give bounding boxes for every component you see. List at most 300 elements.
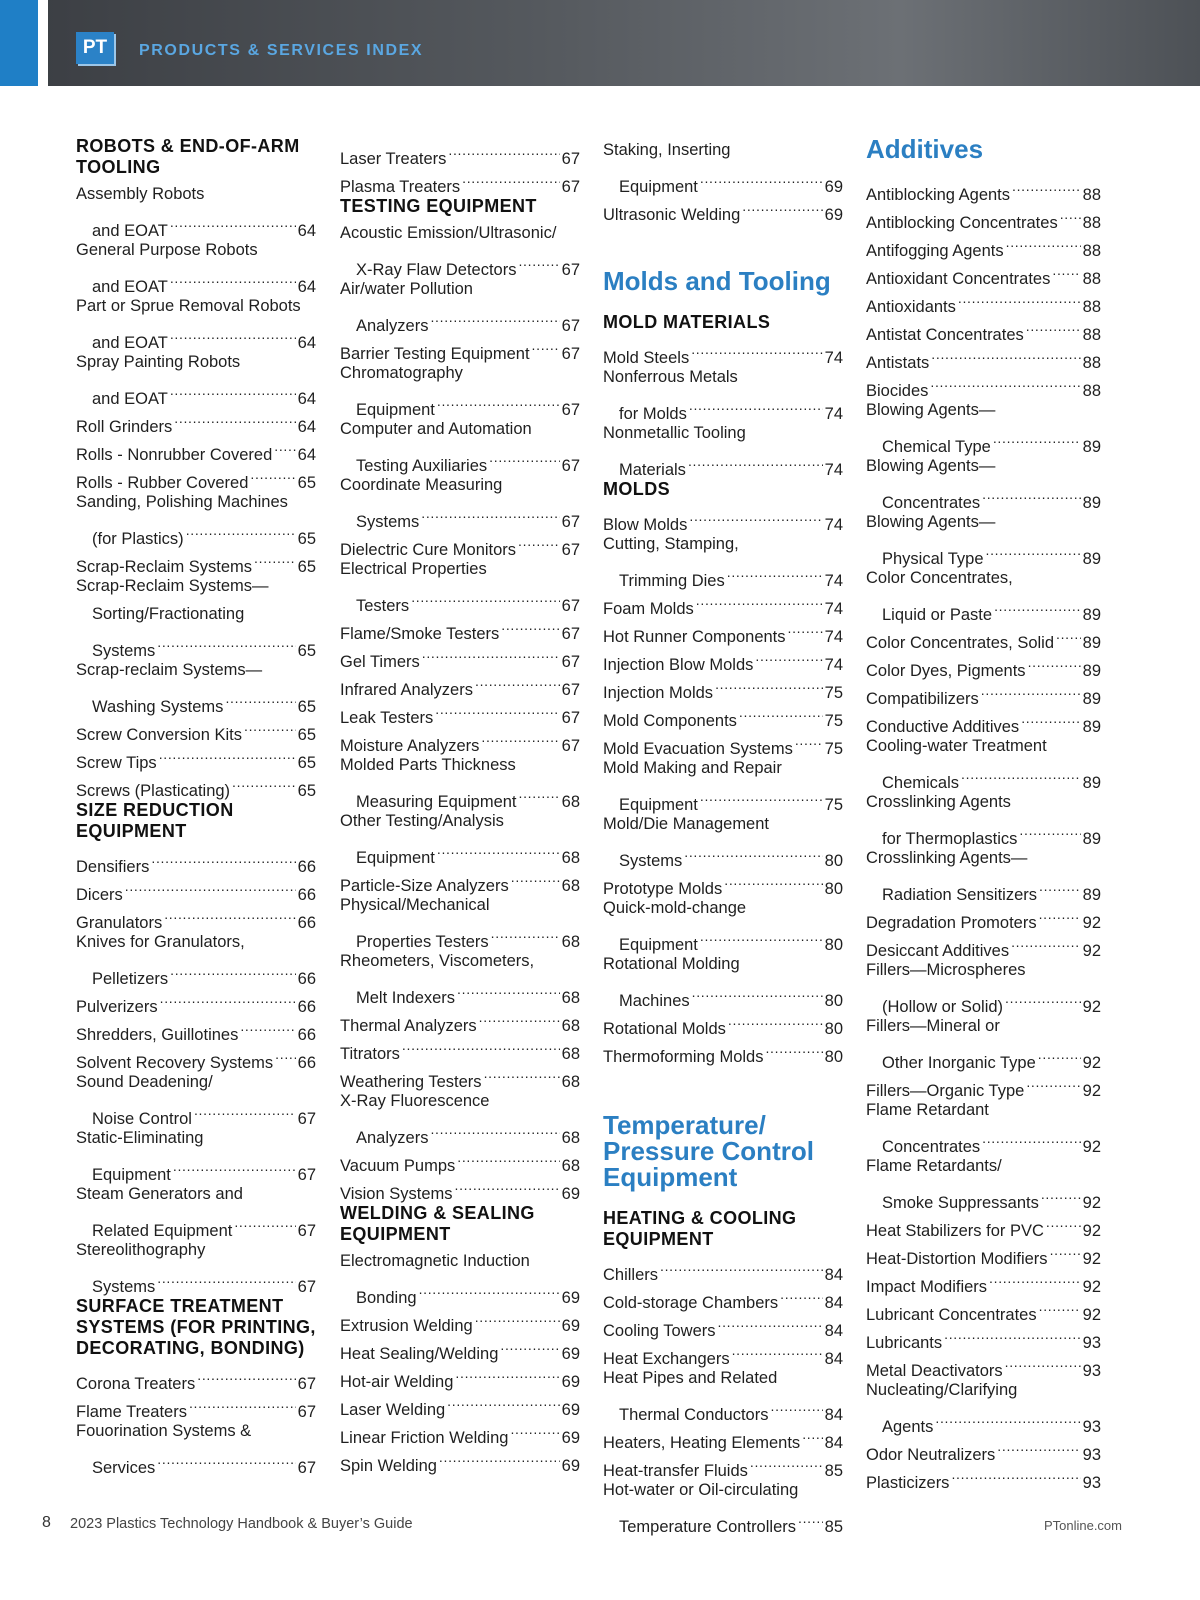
dot-leader	[786, 614, 823, 642]
page-number: 66	[297, 858, 316, 876]
entry-label: Bonding	[356, 1289, 417, 1307]
index-entry[interactable]	[76, 1236, 316, 1296]
entry-label: Fouorination Systems &	[76, 1422, 252, 1440]
dot-leader	[437, 1443, 560, 1471]
index-entry[interactable]	[76, 1417, 316, 1477]
entry-label: Quick-mold-change	[603, 899, 747, 917]
page-number: 89	[1082, 550, 1101, 568]
dot-leader	[155, 628, 295, 656]
dot-leader	[187, 1389, 296, 1417]
page-number: 67	[561, 653, 580, 671]
entry-label: Mold Steels	[603, 349, 690, 367]
dot-leader	[726, 1006, 823, 1034]
index-entry[interactable]	[76, 488, 316, 548]
dot-leader	[530, 331, 560, 359]
entry-line	[866, 564, 1101, 592]
index-entry[interactable]	[76, 656, 316, 716]
index-entry[interactable]	[76, 236, 316, 296]
index-entry[interactable]	[76, 928, 316, 988]
dot-leader	[800, 1420, 822, 1448]
entry-label: Shredders, Guillotines	[76, 1026, 239, 1044]
entry-label: Vacuum Pumps	[340, 1157, 456, 1175]
page-number: 67	[561, 317, 580, 335]
index-entry[interactable]	[603, 1364, 843, 1424]
dot-leader	[949, 1460, 1080, 1488]
dot-leader	[942, 1320, 1081, 1348]
entry-line	[603, 164, 843, 196]
entry-label: Trimming Dies	[619, 572, 725, 590]
entry-label: Gel Timers	[340, 653, 420, 671]
entry-label: Nonferrous Metals	[603, 368, 738, 386]
index-entry[interactable]	[866, 844, 1101, 904]
index-entry[interactable]	[603, 1476, 843, 1536]
page-number: 64	[297, 334, 316, 352]
entry-line	[340, 1115, 580, 1147]
page-number: 69	[561, 1373, 580, 1391]
dot-leader	[928, 368, 1080, 396]
entry-label: Hot Runner Components	[603, 628, 786, 646]
entry-label: Flame/Smoke Testers	[340, 625, 500, 643]
index-entry[interactable]	[340, 1087, 580, 1147]
index-entry[interactable]	[603, 754, 843, 814]
entry-label: X-Ray Fluorescence	[340, 1092, 490, 1110]
dot-leader	[516, 527, 560, 555]
index-entry[interactable]	[603, 136, 843, 196]
entry-label: Ultrasonic Welding	[603, 206, 741, 224]
index-entry[interactable]	[866, 956, 1101, 1016]
index-entry[interactable]	[340, 947, 580, 1007]
entry-label: Linear Friction Welding	[340, 1429, 509, 1447]
entry-label: Concentrates	[882, 1138, 981, 1156]
entry-label: Rotational Molding	[603, 955, 740, 973]
section-heading: ROBOTS & END-OF-ARM TOOLING	[76, 136, 300, 177]
page-number: 92	[1082, 1278, 1101, 1296]
index-entry[interactable]	[866, 1376, 1101, 1436]
page-number: 64	[297, 446, 316, 464]
entry-line	[603, 530, 843, 558]
entry-label: Barrier Testing Equipment	[340, 345, 530, 363]
dot-leader	[508, 1415, 559, 1443]
entry-label: Antistats	[866, 354, 930, 372]
entry-label: Pulverizers	[76, 998, 158, 1016]
dot-leader	[155, 1264, 295, 1292]
index-entry[interactable]	[866, 1096, 1101, 1156]
page-number: 80	[824, 936, 843, 954]
dot-leader	[248, 460, 295, 488]
page-number: 92	[1082, 914, 1101, 932]
entry-label: Smoke Suppressants	[882, 1194, 1039, 1212]
entry-label: Steam Generators and	[76, 1185, 243, 1203]
entry-line	[340, 471, 580, 499]
page-number: 67	[297, 1403, 316, 1421]
page-number: 67	[297, 1459, 316, 1477]
entry-line	[866, 1376, 1101, 1404]
dot-leader	[689, 335, 822, 363]
section-heading: SIZE REDUCTION EQUIPMENT	[76, 800, 234, 841]
index-entry[interactable]	[76, 1068, 316, 1128]
dot-leader	[273, 1040, 295, 1068]
entry-label: Plasma Treaters	[340, 178, 461, 196]
dot-leader	[698, 922, 823, 950]
entry-line	[76, 684, 316, 716]
page-number: 92	[1082, 1306, 1101, 1324]
entry-line	[866, 452, 1101, 480]
entry-label: (for Plastics)	[92, 530, 184, 548]
dot-leader	[489, 919, 560, 947]
index-entry[interactable]	[866, 172, 1101, 204]
dot-leader	[1010, 172, 1081, 200]
entry-label: Thermoforming Molds	[603, 1048, 764, 1066]
entry-line	[340, 303, 580, 335]
entry-line	[340, 555, 580, 583]
page-number: 88	[1082, 270, 1101, 288]
page-number: 80	[824, 1020, 843, 1038]
footer-book-title: 2023 Plastics Technology Handbook & Buyer’s Guide	[70, 1516, 413, 1532]
header-divider	[38, 0, 48, 86]
index-entry[interactable]	[603, 810, 843, 870]
page-number: 74	[824, 628, 843, 646]
dot-leader	[252, 544, 296, 572]
entry-line	[866, 592, 1101, 624]
entry-label: Cold-storage Chambers	[603, 1294, 779, 1312]
entry-label: Temperature Controllers	[619, 1518, 796, 1536]
entry-label: Thermal Analyzers	[340, 1017, 477, 1035]
page-number: 66	[297, 1026, 316, 1044]
page-number: 65	[297, 698, 316, 716]
page-number: 69	[561, 1185, 580, 1203]
index-entry[interactable]	[340, 555, 580, 615]
index-entry[interactable]	[866, 452, 1101, 512]
entry-line	[76, 844, 316, 876]
entry-line	[866, 1124, 1101, 1156]
entry-label: Blow Molds	[603, 516, 688, 534]
page-number: 65	[297, 754, 316, 772]
entry-label: for Molds	[619, 405, 687, 423]
entry-line	[340, 751, 580, 779]
dot-leader	[230, 768, 296, 796]
dot-leader	[482, 1059, 560, 1087]
page-number: 67	[561, 681, 580, 699]
entry-label: Hot-air Welding	[340, 1373, 454, 1391]
section-heading: WELDING & SEALING EQUIPMENT	[340, 1203, 535, 1244]
index-entry[interactable]	[340, 471, 580, 531]
entry-line	[866, 424, 1101, 456]
entry-label: Equipment	[619, 178, 698, 196]
index-entry[interactable]	[340, 891, 580, 951]
page-number: 92	[1082, 1194, 1101, 1212]
entry-label: Impact Modifiers	[866, 1278, 988, 1296]
dot-leader	[980, 480, 1081, 508]
index-entry[interactable]	[866, 564, 1101, 624]
dot-leader	[168, 264, 296, 292]
entry-label: Cutting, Stamping,	[603, 535, 739, 553]
index-entry[interactable]	[603, 335, 843, 367]
index-entry[interactable]	[866, 732, 1101, 792]
index-entry[interactable]	[76, 844, 316, 876]
page-number: 84	[824, 1266, 843, 1284]
index-entry[interactable]	[76, 348, 316, 408]
dot-leader	[238, 1012, 295, 1040]
entry-label: Noise Control	[92, 1110, 192, 1128]
index-entry[interactable]	[340, 359, 580, 419]
dot-leader	[725, 558, 823, 586]
dot-leader	[172, 404, 295, 432]
entry-line	[866, 1404, 1101, 1436]
entry-label: Biocides	[866, 382, 929, 400]
entry-line	[603, 558, 843, 590]
page-number: 74	[824, 656, 843, 674]
page-number: 89	[1082, 886, 1101, 904]
page-number: 89	[1082, 634, 1101, 652]
entry-line	[76, 1417, 316, 1445]
index-entry[interactable]	[76, 572, 316, 660]
page-number: 68	[561, 989, 580, 1007]
page-number: 93	[1082, 1474, 1101, 1492]
page-number: 65	[297, 726, 316, 744]
dot-leader	[753, 642, 822, 670]
page-number: 89	[1082, 830, 1101, 848]
dot-leader	[168, 320, 296, 348]
dot-leader	[232, 1208, 295, 1236]
dot-leader	[453, 1171, 560, 1199]
entry-line	[603, 447, 843, 479]
dot-leader	[698, 782, 823, 810]
dot-leader	[690, 978, 823, 1006]
dot-leader	[428, 1115, 559, 1143]
dot-leader	[778, 1280, 822, 1308]
entry-label: Part or Sprue Removal Robots	[76, 297, 301, 315]
page-number: 93	[1082, 1334, 1101, 1352]
category-heading: Molds and Tooling	[603, 266, 831, 296]
entry-label: Spray Painting Robots	[76, 353, 241, 371]
page-number: 85	[824, 1518, 843, 1536]
index-entry[interactable]	[866, 1152, 1101, 1212]
entry-line	[340, 947, 580, 975]
entry-line	[76, 320, 316, 352]
section-heading: MOLDS	[603, 479, 670, 499]
dot-leader	[730, 1336, 823, 1364]
entry-line	[603, 810, 843, 838]
entry-line	[340, 1087, 580, 1115]
index-entry[interactable]	[866, 508, 1101, 568]
dot-leader	[184, 516, 296, 544]
page-number: 92	[1082, 1054, 1101, 1072]
index-entry[interactable]	[866, 396, 1101, 456]
entry-line	[866, 872, 1101, 904]
dot-leader	[479, 723, 559, 751]
index-entry[interactable]	[603, 530, 843, 590]
index-entry[interactable]	[340, 751, 580, 811]
entry-label: Coordinate Measuring	[340, 476, 503, 494]
page-number: 93	[1082, 1418, 1101, 1436]
entry-label: Densifiers	[76, 858, 150, 876]
dot-leader	[455, 1143, 559, 1171]
index-entry[interactable]	[76, 180, 316, 240]
page-number: 66	[297, 998, 316, 1016]
entry-label: General Purpose Robots	[76, 241, 258, 259]
page-number: 67	[561, 597, 580, 615]
index-entry[interactable]	[340, 219, 580, 279]
dot-leader	[1019, 704, 1080, 732]
page-number: 68	[561, 793, 580, 811]
entry-line	[76, 600, 316, 628]
index-entry[interactable]	[866, 1012, 1101, 1072]
entry-label: Crosslinking Agents—	[866, 849, 1028, 867]
page-number: 93	[1082, 1446, 1101, 1464]
entry-label: Conductive Additives	[866, 718, 1020, 736]
dot-leader	[768, 1392, 822, 1420]
index-entry[interactable]	[340, 136, 580, 168]
index-entry[interactable]	[866, 788, 1101, 848]
entry-label: (Hollow or Solid)	[882, 998, 1004, 1016]
entry-label: Mold Evacuation Systems	[603, 740, 793, 758]
dot-leader	[1026, 648, 1081, 676]
dot-leader	[487, 443, 559, 471]
header-accent-strip	[0, 0, 38, 86]
index-entry[interactable]	[340, 275, 580, 335]
page-number: 88	[1082, 242, 1101, 260]
entry-label: Antifogging Agents	[866, 242, 1004, 260]
dot-leader	[400, 1031, 560, 1059]
entry-line	[76, 208, 316, 240]
page-number: 89	[1082, 494, 1101, 512]
entry-line	[603, 782, 843, 814]
entry-line	[866, 172, 1101, 204]
dot-leader	[1017, 816, 1080, 844]
dot-leader	[980, 1124, 1081, 1152]
entry-label: Knives for Granulators,	[76, 933, 245, 951]
dot-leader	[658, 1252, 823, 1280]
dot-leader	[1024, 1068, 1080, 1096]
index-entry[interactable]	[603, 1252, 843, 1284]
index-entry[interactable]	[340, 415, 580, 475]
entry-line	[866, 536, 1101, 568]
entry-line	[340, 359, 580, 387]
page-number: 68	[561, 1157, 580, 1175]
entry-label: Equipment	[619, 796, 698, 814]
page-number: 69	[561, 1345, 580, 1363]
page-number: 89	[1082, 662, 1101, 680]
page-number: 67	[297, 1278, 316, 1296]
page-number: 67	[561, 178, 580, 196]
entry-line	[603, 502, 843, 534]
entry-line	[76, 656, 316, 684]
entry-label: Scrap-reclaim Systems—	[76, 661, 263, 679]
index-entry[interactable]	[603, 894, 843, 954]
entry-label: Foam Molds	[603, 600, 694, 618]
entry-label: Rotational Molds	[603, 1020, 726, 1038]
dot-leader	[473, 1303, 560, 1331]
entry-line	[76, 1124, 316, 1152]
entry-label: Molded Parts Thickness	[340, 756, 516, 774]
page-number: 69	[561, 1289, 580, 1307]
index-entry[interactable]	[76, 292, 316, 352]
page-number: 68	[561, 1129, 580, 1147]
dot-leader	[1037, 1292, 1081, 1320]
entry-line	[866, 844, 1101, 872]
entry-label: Equipment	[619, 936, 698, 954]
page-number: 67	[561, 401, 580, 419]
dot-leader	[1039, 1180, 1081, 1208]
dot-leader	[162, 900, 295, 928]
entry-label: Heaters, Heating Elements	[603, 1434, 801, 1452]
entry-label: Liquid or Paste	[882, 606, 993, 624]
entry-line	[866, 956, 1101, 984]
entry-label: Scrap-Reclaim Systems—	[76, 577, 269, 595]
entry-line	[76, 264, 316, 296]
dot-leader	[763, 1034, 822, 1062]
entry-line	[340, 583, 580, 615]
entry-label: Static-Eliminating	[76, 1129, 204, 1147]
category-heading: Temperature/ Pressure Control Equipment	[603, 1110, 814, 1192]
entry-label: Washing Systems	[92, 698, 224, 716]
index-entry[interactable]	[76, 1124, 316, 1184]
dot-leader	[722, 866, 822, 894]
dot-leader	[498, 1331, 559, 1359]
entry-line	[76, 1361, 316, 1393]
dot-leader	[453, 1359, 559, 1387]
entry-label: Testing Auxiliaries	[356, 457, 488, 475]
dot-leader	[455, 975, 560, 1003]
entry-label: Scrap-Reclaim Systems	[76, 558, 253, 576]
page-number: 92	[1082, 1082, 1101, 1100]
entry-line	[76, 1180, 316, 1208]
dot-leader	[446, 136, 559, 164]
dot-leader	[796, 1504, 823, 1532]
index-entry[interactable]	[603, 363, 843, 423]
entry-label: Roll Grinders	[76, 418, 173, 436]
index-entry[interactable]	[603, 950, 843, 1010]
index-entry[interactable]	[340, 1247, 580, 1307]
page-number: 92	[1082, 942, 1101, 960]
footer-website-link[interactable]: PTonline.com	[1043, 1518, 1122, 1533]
page-number: 67	[561, 709, 580, 727]
page-number: 84	[824, 1406, 843, 1424]
page-number: 74	[824, 349, 843, 367]
index-entry[interactable]	[76, 1180, 316, 1240]
entry-label: Antioxidant Concentrates	[866, 270, 1051, 288]
dot-leader	[1036, 1040, 1081, 1068]
entry-line	[603, 1392, 843, 1424]
entry-label: Fillers—Mineral or	[866, 1017, 1000, 1035]
entry-line	[340, 891, 580, 919]
page-number: 88	[1082, 382, 1101, 400]
index-entry[interactable]	[603, 419, 843, 479]
page-number: 74	[824, 516, 843, 534]
entry-line	[866, 1180, 1101, 1212]
dot-leader	[433, 695, 559, 723]
page-number: 65	[297, 530, 316, 548]
dot-leader	[686, 447, 823, 475]
page-number: 65	[297, 642, 316, 660]
dot-leader	[195, 1361, 295, 1389]
entry-label: Systems	[356, 513, 420, 531]
dot-leader	[1048, 1236, 1081, 1264]
page-number: 88	[1082, 214, 1101, 232]
entry-label: Concentrates	[882, 494, 981, 512]
page-number: 80	[824, 1048, 843, 1066]
page-number: 84	[824, 1350, 843, 1368]
dot-leader	[793, 726, 823, 754]
page-number: 74	[824, 572, 843, 590]
entry-label: Corona Treaters	[76, 1375, 196, 1393]
index-entry[interactable]	[603, 502, 843, 534]
entry-label: Injection Molds	[603, 684, 714, 702]
entry-label: Systems	[92, 642, 156, 660]
dot-leader	[698, 164, 823, 192]
index-entry[interactable]	[76, 1361, 316, 1393]
index-entry[interactable]	[340, 807, 580, 867]
